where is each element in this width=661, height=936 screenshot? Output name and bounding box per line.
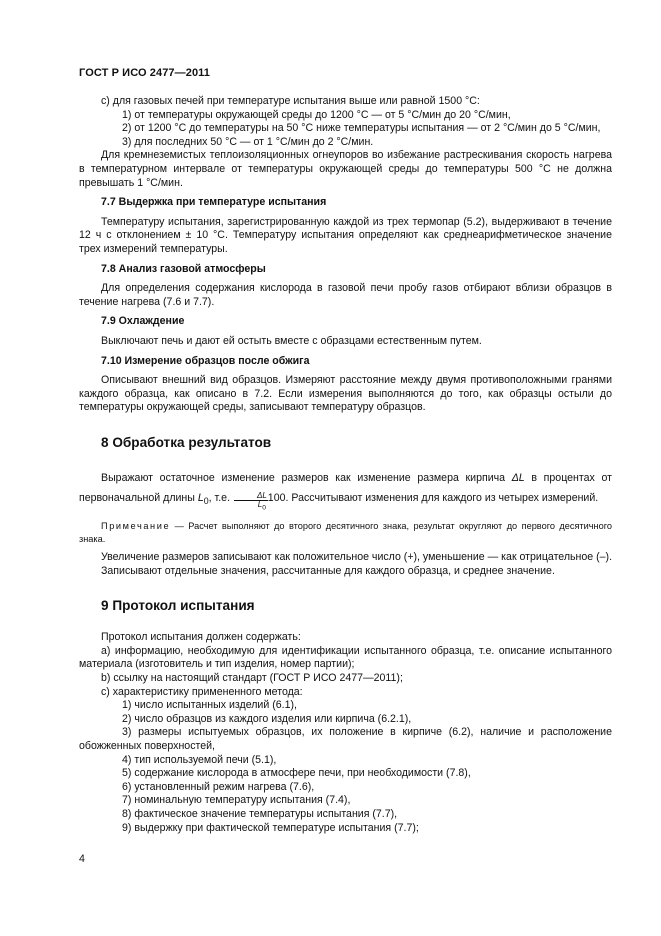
paragraph-7-8: Для определения содержания кислорода в газовой печи пробу газов отбирают вблизи образцов в течение нагрева (7.6 и 7.7). <box>79 282 612 308</box>
list-item: 4) тип используемой печи (5.1), <box>122 753 277 766</box>
subscript: 0 <box>262 504 266 512</box>
list-item: 8) фактическое значение температуры испытания (7.7), <box>122 807 398 820</box>
symbol-delta-l: ΔL <box>511 471 525 484</box>
subsection-heading-7-7: 7.7 Выдержка при температуре испытания <box>101 196 327 209</box>
subsection-heading-7-10: 7.10 Измерение образцов после обжига <box>101 354 310 367</box>
document-header: ГОСТ Р ИСО 2477—2011 <box>79 67 211 79</box>
text: 100. Рассчитывают изменения для каждого из четырех измерений. <box>267 491 599 504</box>
list-item: 3) размеры испытуемых образцов, их положение в кирпиче (6.2), наличие и расположение обожженных поверхностей, <box>79 726 612 752</box>
note <box>79 520 612 546</box>
paragraph-values: Записывают отдельные значения, рассчитанные для каждого образца, и среднее значение. <box>101 564 555 577</box>
note-text: — Расчет выполняют до второго десятичного знака, результат округляют до первого десятичного знака. <box>79 521 612 545</box>
section-heading-8: 8 Обработка результатов <box>101 434 272 450</box>
list-item: 3) для последних 50 °С — от 1 °С/мин до 2 °С/мин. <box>122 135 374 148</box>
subsection-heading-7-8: 7.8 Анализ газовой атмосферы <box>101 262 266 275</box>
paragraph-7-10: Описывают внешний вид образцов. Измеряют расстояние между двумя противоположными гранями каждого образца, как описано в 7.2. Если измерения выполняются до того, как образцы остыли до температуры окружающей среды, записывают температуру образцов. <box>79 374 612 414</box>
list-item: 7) номинальную температуру испытания (7.4), <box>122 794 351 807</box>
fraction-denominator-text: L <box>257 499 263 509</box>
list-item-a: a) информацию, необходимую для идентификации испытанного образца, т.е. описание испытанного материала (изготовитель и тип изделия, номер партии); <box>79 644 612 671</box>
list-item-c-intro: c) для газовых печей при температуре испытания выше или равной 1500 °С: <box>101 95 480 107</box>
paragraph-7-9: Выключают печь и дают ей остыть вместе с образцами естественным путем. <box>101 334 482 347</box>
subscript: 0 <box>203 495 209 506</box>
text: Выражают остаточное изменение размеров как изменение размера кирпича <box>101 471 512 484</box>
paragraph-7-7: Температуру испытания, зарегистрированную каждой из трех термопар (5.2), выдерживают в течение 12 ч с отклонением ± 10 °С. Температуру испытания определяют как среднеарифметическое значение трех измерений температуры. <box>79 215 612 255</box>
fraction-numerator <box>234 492 268 501</box>
list-item-c: c) характеристику примененного метода: <box>101 685 303 698</box>
fraction-denominator <box>234 501 268 513</box>
list-item: 5) содержание кислорода в атмосфере печи, при необходимости (7.8), <box>122 767 471 780</box>
list-item: 1) число испытанных изделий (6.1), <box>122 699 297 712</box>
paragraph-formula <box>79 468 612 513</box>
list-item: 2) число образцов из каждого изделия или кирпича (6.2.1), <box>122 712 412 725</box>
fraction-numerator-text: ΔL <box>256 490 267 500</box>
document-body <box>79 95 612 835</box>
list-item-b: b) ссылку на настоящий стандарт (ГОСТ Р ИСО 2477—2011); <box>101 672 403 685</box>
fraction <box>234 492 268 513</box>
paragraph-silica: Для кремнеземистых теплоизоляционных огнеупоров во избежание растрескивания скорость нагрева в температурном интервале от температуры окружающей среды до температуры 500 °С не должна превышать 1 °С/мин. <box>79 149 612 189</box>
list-item: 9) выдержку при фактической температуре испытания (7.7); <box>122 821 419 834</box>
text: в процентах от первоначальной длины <box>79 471 612 504</box>
paragraph-sign: Увеличение размеров записывают как положительное число (+), уменьшение — как отрицательное (–). <box>101 551 613 564</box>
symbol-l: L <box>197 491 204 504</box>
subsection-heading-7-9: 7.9 Охлаждение <box>101 315 185 328</box>
paragraph-intro: Протокол испытания должен содержать: <box>101 631 301 644</box>
list-item: 1) от температуры окружающей среды до 1200 °С — от 5 °С/мин до 20 °С/мин, <box>122 108 511 121</box>
section-heading-9: 9 Протокол испытания <box>101 598 255 614</box>
page-number: 4 <box>79 853 85 865</box>
list-item: 2) от 1200 °С до температуры на 50 °С ниже температуры испытания — от 2 °С/мин до 5 °С/мин, <box>122 122 601 135</box>
list-item: 6) установленный режим нагрева (7.6), <box>122 780 315 793</box>
text: , т.е. <box>208 491 233 504</box>
note-label: Примечание <box>101 521 171 532</box>
